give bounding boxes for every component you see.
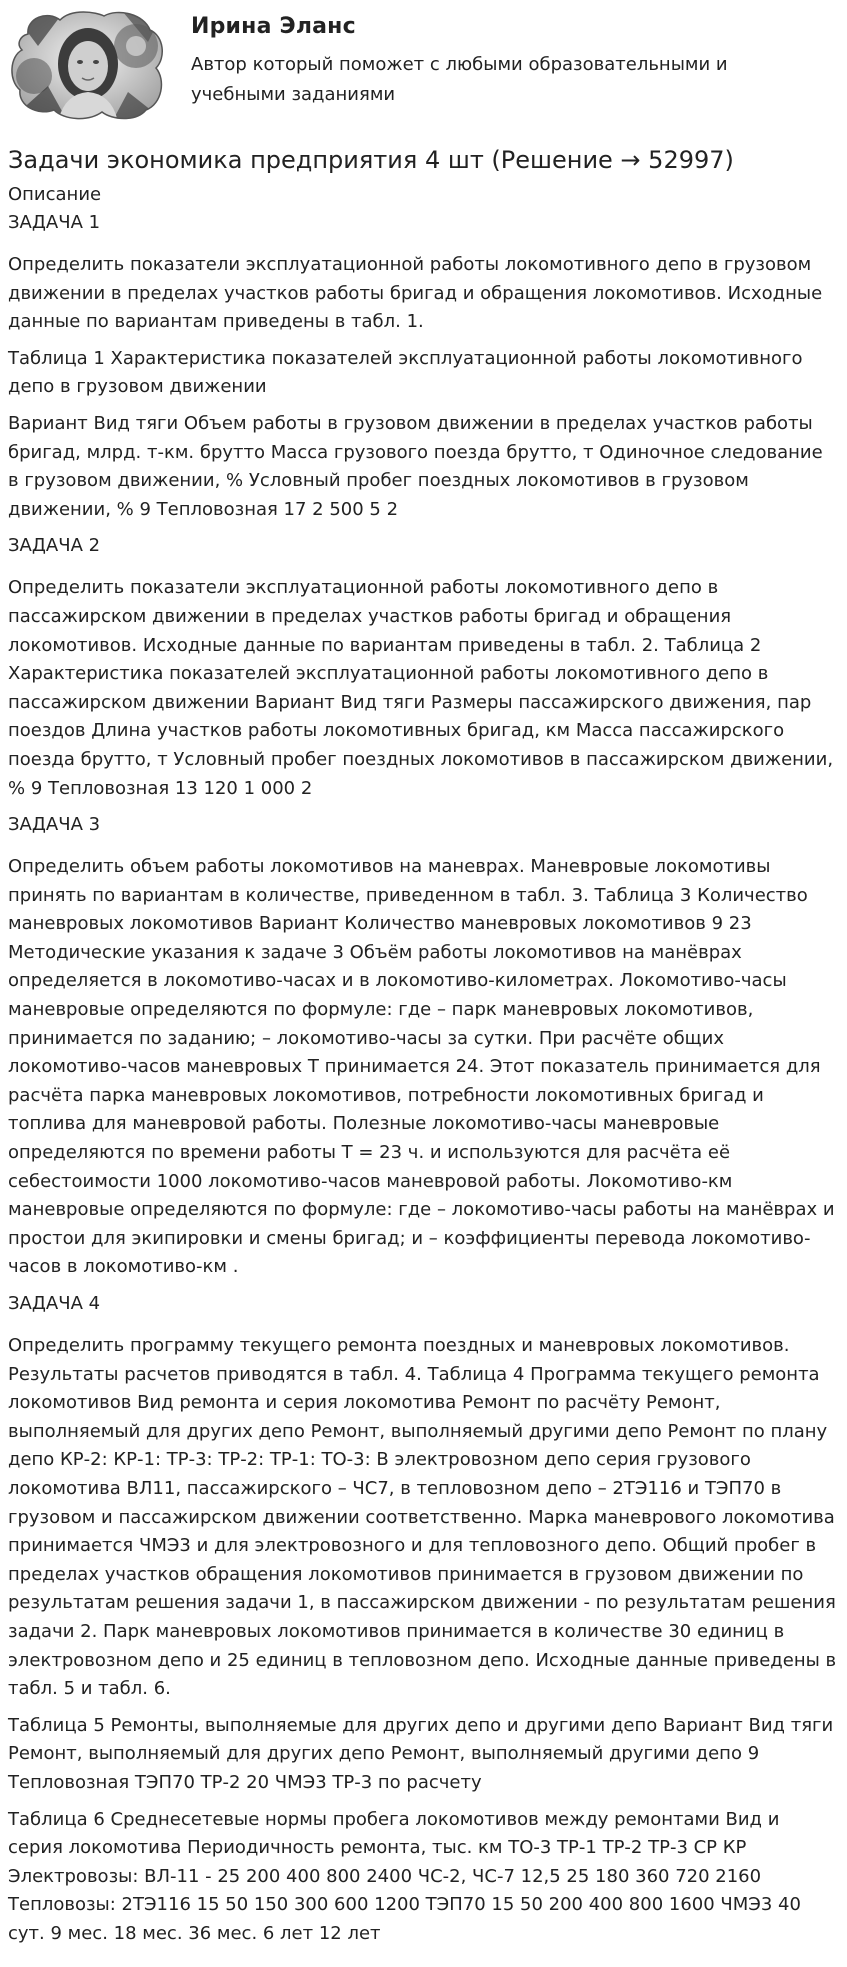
task-4 bbox=[8, 1290, 837, 1948]
task-paragraph: Таблица 1 Характеристика показателей эксплуатационной работы локомотивного депо в грузовом движении bbox=[8, 347, 803, 398]
author-avatar[interactable] bbox=[8, 6, 166, 122]
task-heading: ЗАДАЧА 4 bbox=[8, 1293, 101, 1314]
task-paragraph: Определить показатели эксплуатационной работы локомотивного депо в грузовом движении в пределах участков работы бригад и обращения локомотивов. Исходные данные по вариантам приведены в табл. 1. bbox=[8, 254, 823, 333]
task-2 bbox=[8, 532, 837, 803]
page-title: Задачи экономика предприятия 4 шт (Решение → 52997) bbox=[8, 146, 734, 174]
task-heading: ЗАДАЧА 3 bbox=[8, 814, 101, 836]
avatar-image bbox=[8, 6, 166, 122]
task-paragraph: Определить показатели эксплуатационной работы локомотивного депо в пассажирском движении в пределах участков работы бригад и обращения локомотивов. Исходные данные по вариантам приведены в табл. 2. Таблица 2 Характеристика показателей эксплуатационной работы локомотивного депо в пассажирском движении Вариант Вид тяги Размеры пассажирского движения, пар поездов Длина участков работы локомотивных бригад, км Масса пассажирского поезда брутто, т Условный пробег поездных локомотивов в пассажирском движении, % 9 Тепловозная 13 120 1 000 2 bbox=[8, 577, 834, 799]
task-3 bbox=[8, 811, 837, 1282]
task-1 bbox=[8, 209, 837, 524]
task-paragraph: Таблица 5 Ремонты, выполняемые для других депо и другими депо Вариант Вид тяги Ремонт, выполняемый для других депо Ремонт, выполняемый другими депо 9 Тепловозная ТЭП70 ТР-2 20 ЧМЭ3 ТР-3 по расчету bbox=[8, 1714, 834, 1793]
task-paragraph: Вариант Вид тяги Объем работы в грузовом движении в пределах участков работы бригад, млрд. т-км. брутто Масса грузового поезда брутто, т Одиночное следование в грузовом движении, % Условный пробег поездных локомотивов в грузовом движении, % 9 Тепловозная 17 2 500 5 2 bbox=[8, 412, 823, 520]
task-heading: ЗАДАЧА 2 bbox=[8, 535, 101, 557]
task-paragraph: Определить объем работы локомотивов на маневрах. Маневровые локомотивы принять по вариантам в количестве, приведенном в табл. 3. Таблица 3 Количество маневровых локомотивов Вариант Количество маневровых локомотивов 9 23 Методические указания к задаче 3 Объём работы локомотивов на манёврах определяется в локомотиво-часах и в локомотиво-километрах. Локомотиво-часы маневровые определяются по формуле: где – парк маневровых локомотивов, принимается по заданию; – локомотиво-часы за сутки. При расчёте общих локомотиво-часов маневровых Т принимается 24. Этот показатель принимается для расчёта парка маневровых локомотивов, потребности локомотивных бригад и топлива для маневровой работы. Полезные локомотиво-часы маневровые определяются по времени работы Т = 23 ч. и используются для расчёта её себестоимости 1000 локомотиво-часов маневровой работы. Локомотиво-км маневровые определяются по формуле: где – локомотиво-часы работы на манёврах и простои для экипировки и смены бригад; и – коэффициенты перевода локомотиво-часов в локомотиво-км . bbox=[8, 856, 835, 1278]
author-name[interactable]: Ирина Эланс bbox=[191, 14, 356, 39]
author-description: Автор который поможет с любыми образовательными и учебными заданиями bbox=[191, 54, 728, 105]
task-paragraph: Таблица 6 Среднесетевые нормы пробега локомотивов между ремонтами Вид и серия локомотива Периодичность ремонта, тыс. км ТО-3 ТР-1 ТР-2 ТР-3 СР КР Электровозы: ВЛ-11 - 25 200 400 800 2400 ЧС-2, ЧС-7 12,5 25 180 360 720 2160 Тепловозы: 2ТЭ116 15 50 150 300 600 1200 ТЭП70 15 50 200 400 800 1600 ЧМЭ3 40 сут. 9 мес. 18 мес. 36 мес. 6 лет 12 лет bbox=[8, 1808, 801, 1944]
task-heading: ЗАДАЧА 1 bbox=[8, 212, 101, 233]
description-label: Описание bbox=[8, 184, 102, 205]
author-info bbox=[191, 6, 791, 110]
author-card bbox=[8, 0, 837, 122]
task-paragraph: Определить программу текущего ремонта поездных и маневровых локомотивов. Результаты расчетов приводятся в табл. 4. Таблица 4 Программа текущего ремонта локомотивов Вид ремонта и серия локомотива Ремонт по расчёту Ремонт, выполняемый для других депо Ремонт, выполняемый другими депо Ремонт по плану депо КР-2: КР-1: ТР-3: ТР-2: ТР-1: ТО-3: В электровозном депо серия грузового локомотива ВЛ11, пассажирского – ЧС7, в тепловозном депо – 2ТЭ116 и ТЭП70 в грузовом и пассажирском движении соответственно. Марка маневрового локомотива принимается ЧМЭ3 и для электровозного и для тепловозного депо. Общий пробег в пределах участков обращения локомотивов принимается в грузовом движении по результатам решения задачи 1, в пассажирском движении - по результатам решения задачи 2. Парк маневровых локомотивов принимается в количестве 30 единиц в электровозном депо и 25 единиц в тепловозном депо. Исходные данные приведены в табл. 5 и табл. 6. bbox=[8, 1335, 837, 1700]
